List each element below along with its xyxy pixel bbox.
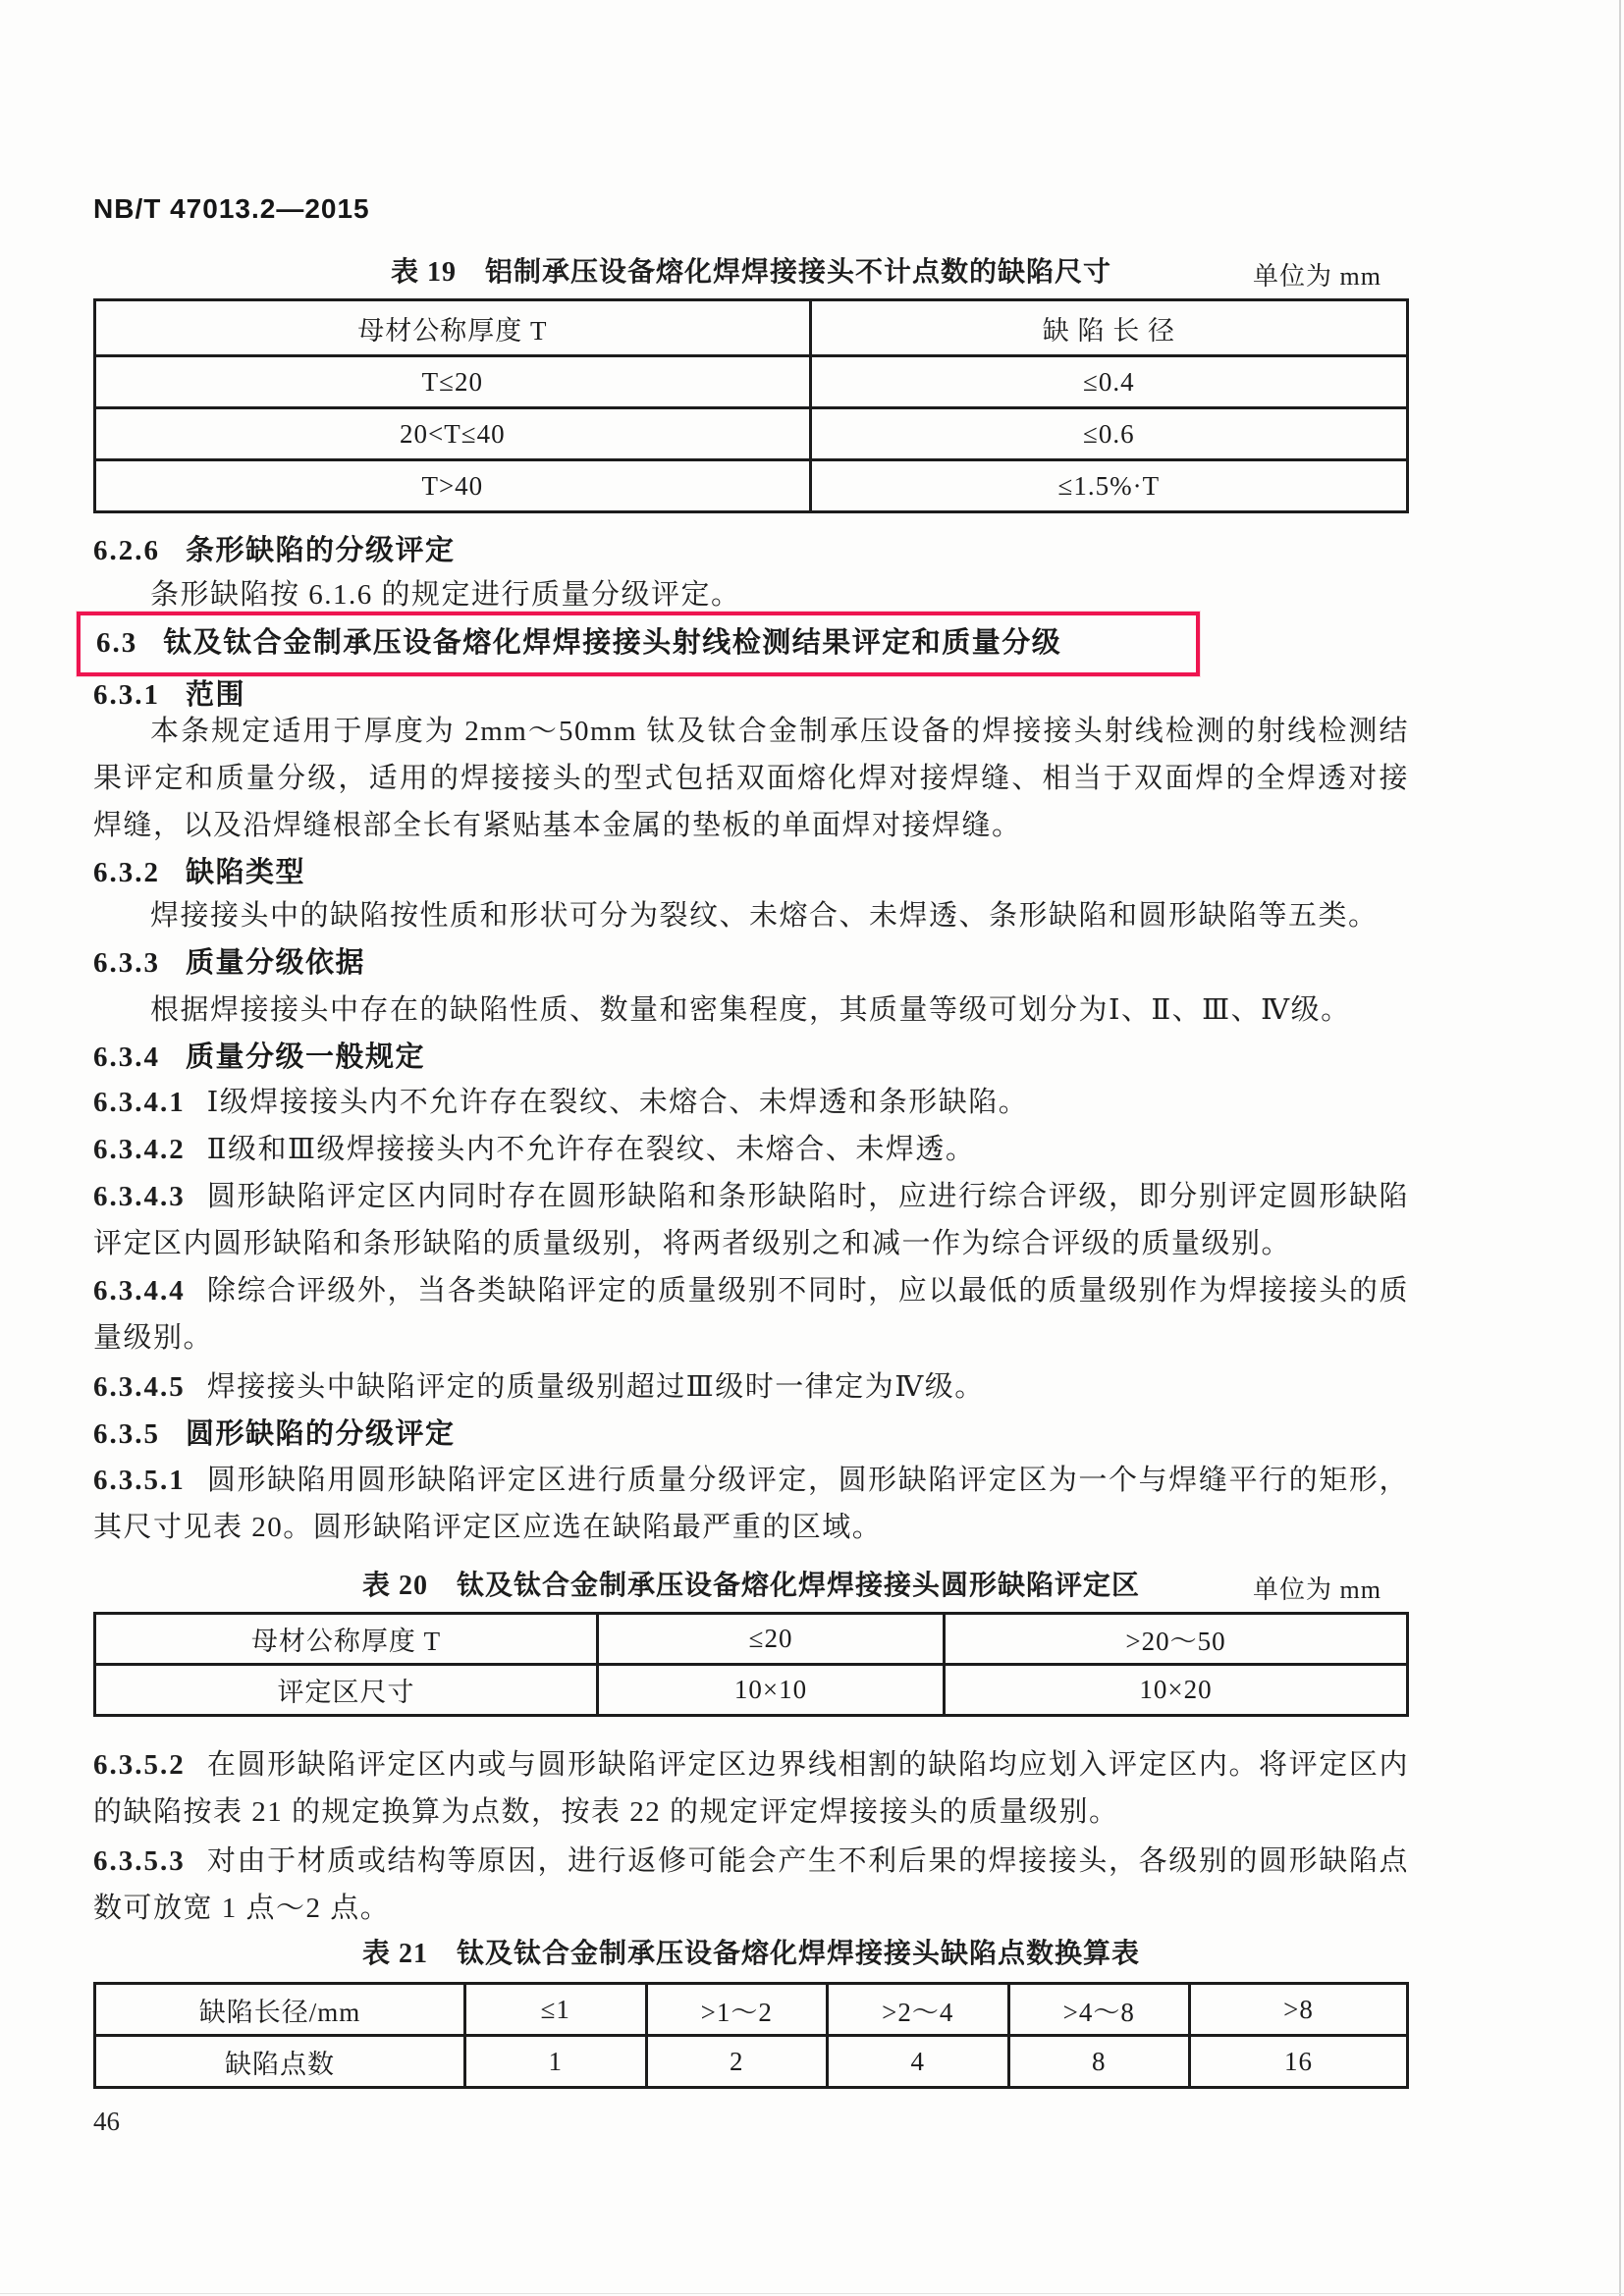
clause-body-6-2-6: 条形缺陷按 6.1.6 的规定进行质量分级评定。 <box>150 579 741 611</box>
clause-text: 圆形缺陷用圆形缺陷评定区进行质量分级评定，圆形缺陷评定区为一个与焊缝平行的矩形，其尺寸见表 20。圆形缺陷评定区应选在缺陷最严重的区域。 <box>93 1465 1409 1543</box>
clause-title: 缺陷类型 <box>186 857 306 888</box>
clause-title: 圆形缺陷的分级评定 <box>186 1418 456 1450</box>
clause-number: 6.3.5 <box>93 1418 160 1450</box>
table20 <box>93 1612 1409 1717</box>
clause-number: 6.3.4.5 <box>93 1371 186 1403</box>
table-cell: 缺陷点数 <box>95 2036 465 2088</box>
clause-heading-6-2-6 <box>93 527 1409 574</box>
table-cell: >4～8 <box>1008 1984 1190 2036</box>
clause-text: Ⅰ级焊接接头内不允许存在裂纹、未熔合、未焊透和条形缺陷。 <box>206 1087 1029 1118</box>
clause-body-6-3-1: 本条规定适用于厚度为 2mm～50mm 钛及钛合金制承压设备的焊接接头射线检测的射线检测结果评定和质量分级，适用的焊接接头的型式包括双面熔化焊对接焊缝、相当于双面焊的全焊透对接焊缝，以及沿焊缝根部全长有紧贴基本金属的垫板的单面焊对接焊缝。 <box>93 716 1409 841</box>
table20-caption-row <box>93 1567 1409 1606</box>
table-cell: T≤20 <box>95 356 811 408</box>
table-cell: 8 <box>1008 2036 1190 2088</box>
table21 <box>93 1982 1409 2089</box>
clause-heading-6-3-2 <box>93 849 1409 896</box>
table-cell: 母材公称厚度 T <box>95 1614 598 1665</box>
clause-number: 6.3.4 <box>93 1041 160 1073</box>
clause-6-3-4-2 <box>93 1126 1409 1173</box>
clause-number: 6.3.4.2 <box>93 1134 186 1165</box>
table19-caption-row <box>93 253 1409 293</box>
clause-text: 焊接接头中缺陷评定的质量级别超过Ⅲ级时一律定为Ⅳ级。 <box>206 1371 985 1403</box>
table-row <box>95 2036 1408 2088</box>
table20-caption: 表 20 钛及钛合金制承压设备熔化焊焊接接头圆形缺陷评定区 <box>361 1571 1140 1601</box>
clause-number: 6.3.2 <box>93 857 160 888</box>
table19-unit: 单位为 mm <box>1253 262 1381 291</box>
scan-edge-right <box>1619 0 1621 2296</box>
scan-edge-bottom <box>0 2293 1624 2294</box>
table20-unit: 单位为 mm <box>1253 1575 1381 1604</box>
clause-number: 6.3.5.3 <box>93 1845 186 1877</box>
clause-6-3-5-1 <box>93 1457 1409 1551</box>
clause-heading-6-3 <box>96 623 1196 663</box>
table-cell: ≤1.5%·T <box>810 460 1407 512</box>
clause-body-6-3-3: 根据焊接接头中存在的缺陷性质、数量和密集程度，其质量等级可划分为Ⅰ、Ⅱ、Ⅲ、Ⅳ级。 <box>150 994 1351 1026</box>
table-row <box>95 1984 1408 2036</box>
clause-text: 除综合评级外，当各类缺陷评定的质量级别不同时，应以最低的质量级别作为焊接接头的质量级别。 <box>93 1275 1409 1354</box>
clause-text: 对由于材质或结构等原因，进行返修可能会产生不利后果的焊接接头，各级别的圆形缺陷点数可放宽 1 点～2 点。 <box>93 1845 1409 1924</box>
clause-title: 范围 <box>186 679 246 711</box>
table21-caption: 表 21 钛及钛合金制承压设备熔化焊焊接接头缺陷点数换算表 <box>361 1939 1140 1969</box>
table-cell: 评定区尺寸 <box>95 1665 598 1716</box>
annotation-highlight-box <box>77 612 1200 676</box>
clause-number: 6.3.4.3 <box>93 1181 186 1212</box>
table-row <box>95 408 1408 460</box>
table-row <box>95 1665 1408 1716</box>
table-cell: ≤1 <box>465 1984 647 2036</box>
table19 <box>93 298 1409 513</box>
clause-number: 6.3.1 <box>93 679 160 711</box>
clause-title: 条形缺陷的分级评定 <box>186 535 456 566</box>
clause-heading-6-3-4 <box>93 1034 1409 1081</box>
table19-caption: 表 19 铝制承压设备熔化焊焊接接头不计点数的缺陷尺寸 <box>390 257 1111 288</box>
table-cell: ≤0.4 <box>810 356 1407 408</box>
table19-header-thickness: 母材公称厚度 T <box>95 300 811 356</box>
table-cell: ≤20 <box>598 1614 945 1665</box>
clause-text: 在圆形缺陷评定区内或与圆形缺陷评定区边界线相割的缺陷均应划入评定区内。将评定区内的缺陷按表 21 的规定换算为点数，按表 22 的规定评定焊接接头的质量级别。 <box>93 1749 1409 1828</box>
table-row <box>95 460 1408 512</box>
clause-number: 6.3.3 <box>93 947 160 979</box>
clause-number: 6.2.6 <box>93 535 160 566</box>
table-cell: 10×20 <box>945 1665 1408 1716</box>
table-cell: T>40 <box>95 460 811 512</box>
table-cell: >1～2 <box>646 1984 828 2036</box>
clause-number: 6.3 <box>96 627 138 659</box>
clause-6-3-5-2 <box>93 1741 1409 1836</box>
clause-6-3-4-3 <box>93 1173 1409 1267</box>
table-cell: 1 <box>465 2036 647 2088</box>
clause-number: 6.3.4.4 <box>93 1275 186 1307</box>
clause-number: 6.3.5.1 <box>93 1465 186 1496</box>
clause-title: 质量分级一般规定 <box>186 1041 426 1073</box>
clause-6-3-4-1 <box>93 1079 1409 1126</box>
clause-body-6-3-2: 焊接接头中的缺陷按性质和形状可分为裂纹、未熔合、未焊透、条形缺陷和圆形缺陷等五类。 <box>150 900 1379 932</box>
clause-number: 6.3.5.2 <box>93 1749 186 1781</box>
table-cell: 10×10 <box>598 1665 945 1716</box>
table21-caption-row <box>93 1935 1409 1974</box>
clause-number: 6.3.4.1 <box>93 1087 186 1118</box>
table-cell: ≤0.6 <box>810 408 1407 460</box>
standard-code: NB/T 47013.2—2015 <box>93 193 370 224</box>
table-cell: 20<T≤40 <box>95 408 811 460</box>
clause-6-3-4-4 <box>93 1267 1409 1362</box>
clause-heading-6-3-5 <box>93 1411 1409 1458</box>
table-row <box>95 300 1408 356</box>
table-row <box>95 1614 1408 1665</box>
table-cell: 2 <box>646 2036 828 2088</box>
clause-6-3-4-5 <box>93 1363 1409 1411</box>
table-row <box>95 356 1408 408</box>
table-cell: 16 <box>1190 2036 1408 2088</box>
table19-header-defect-length: 缺 陷 长 径 <box>810 300 1407 356</box>
clause-title: 钛及钛合金制承压设备熔化焊焊接接头射线检测结果评定和质量分级 <box>163 627 1062 659</box>
page-number: 46 <box>93 2107 120 2136</box>
document-content <box>93 0 1409 2137</box>
table-cell: >20～50 <box>945 1614 1408 1665</box>
clause-6-3-5-3 <box>93 1838 1409 1932</box>
table-cell: >8 <box>1190 1984 1408 2036</box>
clause-heading-6-3-3 <box>93 939 1409 987</box>
table-cell: 4 <box>828 2036 1009 2088</box>
table-cell: 缺陷长径/mm <box>95 1984 465 2036</box>
table-cell: >2～4 <box>828 1984 1009 2036</box>
clause-text: 圆形缺陷评定区内同时存在圆形缺陷和条形缺陷时，应进行综合评级，即分别评定圆形缺陷评定区内圆形缺陷和条形缺陷的质量级别，将两者级别之和减一作为综合评级的质量级别。 <box>93 1181 1409 1259</box>
clause-text: Ⅱ级和Ⅲ级焊接接头内不允许存在裂纹、未熔合、未焊透。 <box>206 1134 976 1165</box>
clause-title: 质量分级依据 <box>186 947 366 979</box>
